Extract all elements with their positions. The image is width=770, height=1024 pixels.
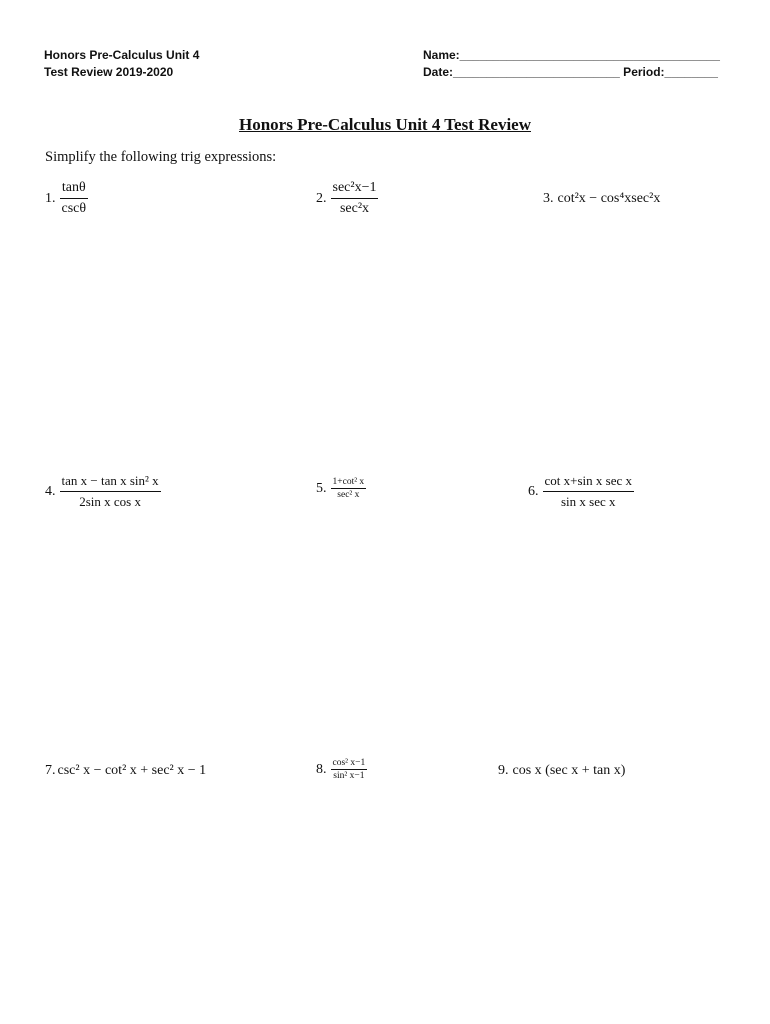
- fraction: [543, 473, 634, 510]
- problem-7: [45, 763, 206, 779]
- problem-number: 6.: [528, 483, 539, 499]
- problem-number: 2.: [316, 190, 327, 206]
- numerator: tan x − tan x sin² x: [60, 473, 161, 492]
- problem-4: [45, 473, 161, 510]
- instructions: Simplify the following trig expressions:: [45, 149, 277, 165]
- numerator: cos² x−1: [332, 758, 366, 768]
- expression: cot²x − cos⁴xsec²x: [557, 191, 661, 206]
- header-right: [423, 47, 720, 81]
- problem-number: 9.: [498, 763, 509, 778]
- problem-number: 8.: [316, 761, 327, 777]
- name-line: Name:_______________________________________: [423, 48, 720, 62]
- fraction: [60, 180, 89, 217]
- denominator: cscθ: [61, 201, 87, 216]
- problem-number: 7.: [45, 763, 56, 778]
- problem-6: [528, 473, 634, 510]
- problem-2: [316, 180, 378, 217]
- problem-9: [498, 763, 625, 779]
- problem-3: [543, 191, 660, 207]
- numerator: sec²x−1: [331, 180, 379, 199]
- fraction: [331, 180, 379, 217]
- fraction: [60, 473, 161, 510]
- expression: cos x (sec x + tan x): [512, 763, 626, 778]
- numerator: 1+cot² x: [332, 477, 365, 487]
- expression: csc² x − cot² x + sec² x − 1: [57, 763, 207, 778]
- fraction: [331, 477, 367, 500]
- problem-8: [316, 758, 367, 781]
- date-period-line: Date:_________________________ Period:________: [423, 65, 718, 79]
- numerator: tanθ: [60, 180, 88, 199]
- course-label: Honors Pre-Calculus Unit 4: [44, 48, 200, 62]
- denominator: sin² x−1: [333, 771, 365, 781]
- problem-number: 3.: [543, 191, 554, 206]
- problem-1: [45, 180, 88, 217]
- problem-number: 4.: [45, 483, 56, 499]
- header-left: [44, 47, 199, 81]
- test-label: Test Review 2019-2020: [44, 65, 174, 79]
- denominator: sin x sec x: [560, 494, 616, 509]
- fraction: [331, 758, 368, 781]
- denominator: sec²x: [339, 201, 370, 216]
- problem-number: 5.: [316, 480, 327, 496]
- numerator: cot x+sin x sec x: [543, 473, 634, 492]
- problem-number: 1.: [45, 190, 56, 206]
- problem-5: [316, 477, 366, 500]
- denominator: sec² x: [337, 490, 360, 500]
- page-title: Honors Pre-Calculus Unit 4 Test Review: [239, 115, 531, 134]
- denominator: 2sin x cos x: [79, 494, 141, 509]
